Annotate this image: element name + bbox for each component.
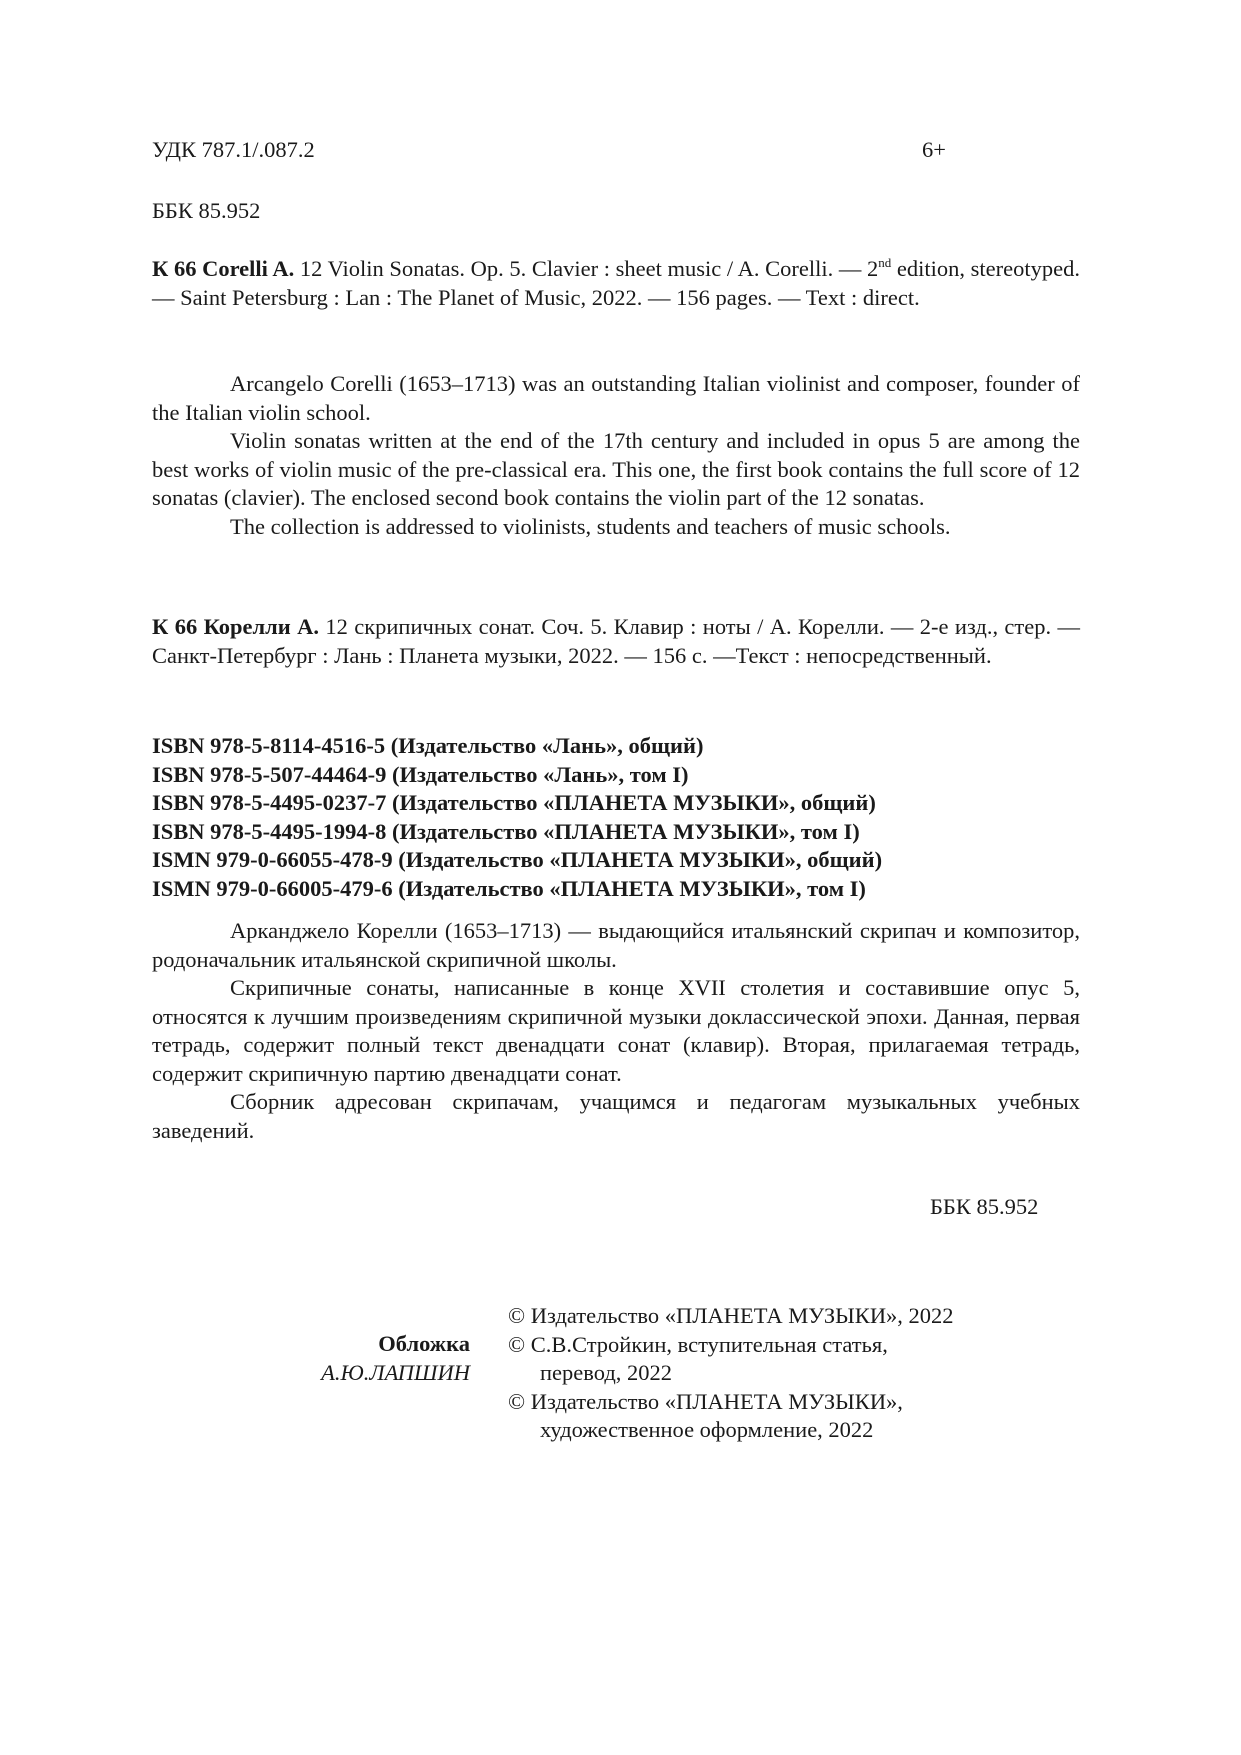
russian-abstract [152,917,1080,1145]
copyright-line: © С.В.Стройкин, вступительная статья, [508,1331,888,1357]
udk-code: УДК 787.1/.087.2 [152,137,315,162]
abstract-paragraph: Арканджело Корелли (1653–1713) — выдающийся итальянский скрипач и композитор, родоначальник итальянской скрипичной школы. [152,918,1080,972]
isbn-line: ISBN 978-5-4495-0237-7 (Издательство «ПЛАНЕТА МУЗЫКИ», общий) [152,790,876,815]
abstract-paragraph: The collection is addressed to violinists, students and teachers of music schools. [230,513,951,539]
age-rating: 6+ [922,137,946,162]
english-record [152,255,1080,312]
copyright-line: перевод, 2022 [540,1360,673,1385]
bbk-code-top: ББК 85.952 [152,198,261,223]
cover-credit-name: А.Ю.ЛАПШИН [321,1359,470,1385]
edition-superscript: nd [878,255,892,270]
abstract-paragraph: Violin sonatas written at the end of the 17th century and included in opus 5 are among the best works of violin music of the pre-classical era. This one, the first book contains the full score of 12 sonatas (clavier). The enclosed second book contains the violin part of the 12 sonatas. [152,428,1080,510]
abstract-paragraph: Скрипичные сонаты, написанные в конце XVII столетия и составившие опус 5, относятся к лучшим произведениям скрипичной музыки доклассической эпохи. Данная, первая тетрадь, содержит полный текст двенадцати сонат (клавир). Вторая, прилагаемая тетрадь, содержит скрипичную партию двенадцати сонат. [152,975,1080,1086]
ismn-line: ISMN 979-0-66005-479-6 (Издательство «ПЛАНЕТА МУЗЫКИ», том I) [152,875,866,901]
abstract-paragraph: Сборник адресован скрипачам, учащимся и педагогам музыкальных учебных заведений. [152,1089,1080,1143]
ismn-line: ISMN 979-0-66055-478-9 (Издательство «ПЛАНЕТА МУЗЫКИ», общий) [152,847,883,872]
english-record-lead: К 66 Corelli A. [152,256,295,281]
abstract-paragraph: Arcangelo Corelli (1653–1713) was an outstanding Italian violinist and composer, founder of the Italian violin school. [152,371,1080,425]
copyright-line: художественное оформление, 2022 [540,1417,874,1442]
cover-credit [250,1330,470,1387]
english-record-text-cont: edition, stereotyped. — Saint Petersburg : Lan : The Planet of Music, 2022. — 156 pages. — Text : direct. [152,256,1080,310]
russian-record [152,613,1080,670]
isbn-line: ISBN 978-5-4495-1994-8 (Издательство «ПЛАНЕТА МУЗЫКИ», том I) [152,818,860,844]
bbk-code-bottom: ББК 85.952 [930,1194,1039,1219]
russian-record-text: 12 скрипичных сонат. Соч. 5. Клавир : ноты / А. Корелли. — 2-е изд., стер. — Санкт-Петербург : Лань : Планета музыки, 2022. — 156 с. —Текст : непосредственный. [152,614,1080,668]
copyright-line: © Издательство «ПЛАНЕТА МУЗЫКИ», 2022 [508,1303,954,1328]
copyright-line: © Издательство «ПЛАНЕТА МУЗЫКИ», [508,1388,903,1414]
cover-credit-label: Обложка [378,1331,470,1356]
isbn-line: ISBN 978-5-8114-4516-5 (Издательство «Лань», общий) [152,733,704,758]
isbn-line: ISBN 978-5-507-44464-9 (Издательство «Лань», том I) [152,761,689,787]
copyright-block [508,1302,1028,1445]
english-abstract [152,370,1080,541]
isbn-list [152,732,1080,903]
english-record-text: 12 Violin Sonatas. Op. 5. Clavier : sheet music / A. Corelli. — 2 [294,256,879,281]
russian-record-lead: К 66 Корелли А. [152,614,319,639]
